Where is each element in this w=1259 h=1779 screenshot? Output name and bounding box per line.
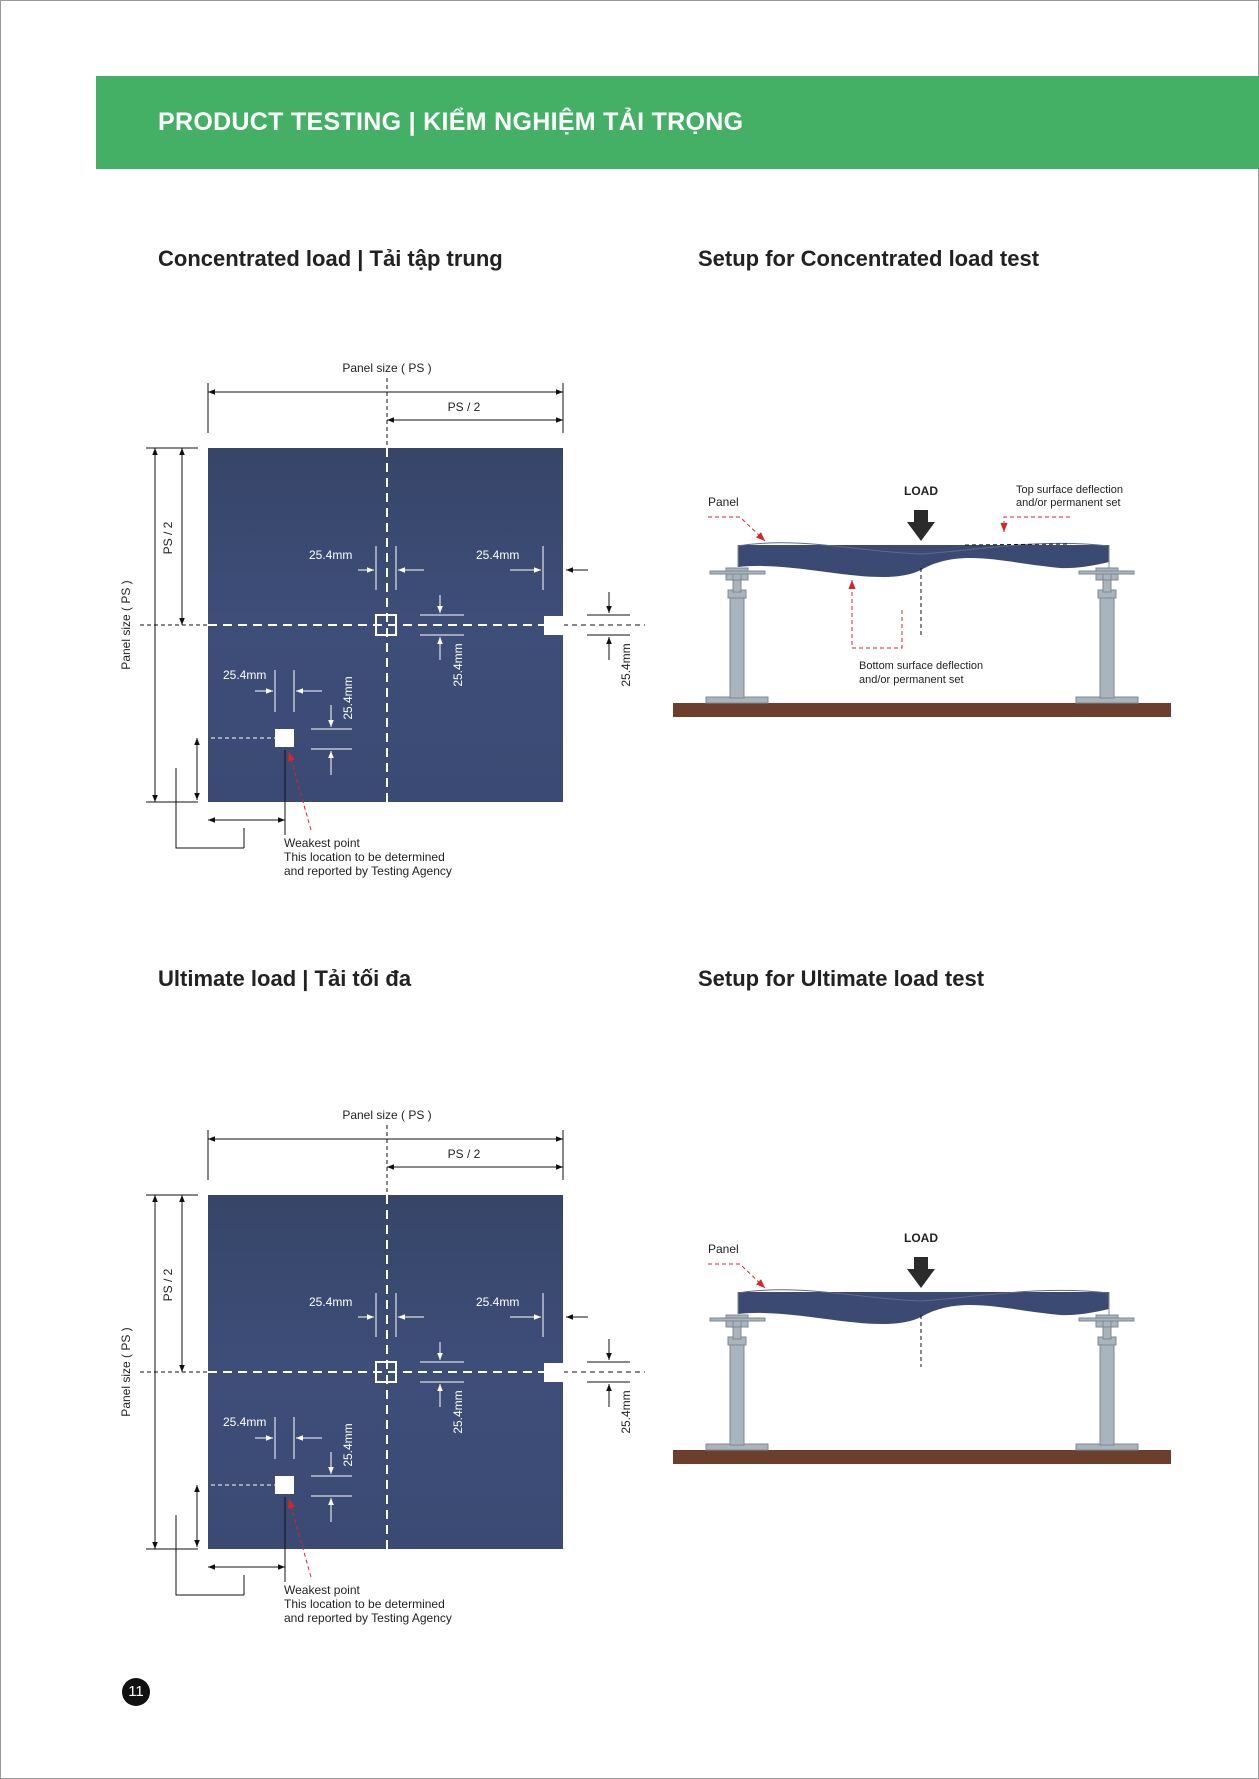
bottom-deflection-label-1: Bottom surface deflection xyxy=(859,660,984,672)
panel-size-vertical-label: Panel size ( PS ) xyxy=(119,580,133,670)
panel-diagram-ultimate xyxy=(100,1097,660,1667)
setup-diagram-concentrated xyxy=(668,470,1178,720)
floor-slab xyxy=(673,1450,1171,1464)
dim-label-edge-vertical: 25.4mm xyxy=(619,643,633,687)
setup-heading-concentrated: Setup for Concentrated load test xyxy=(698,246,1040,271)
dim-label-center: 25.4mm xyxy=(309,548,353,562)
weakest-point-note-1: This location to be determined xyxy=(284,850,445,864)
panel-size-label: Panel size ( PS ) xyxy=(342,361,432,375)
load-arrow-icon xyxy=(907,510,935,541)
header-banner xyxy=(96,76,1259,169)
floor-slab xyxy=(673,703,1171,717)
half-size-label: PS / 2 xyxy=(447,1147,481,1161)
top-deflection-label-2: and/or permanent set xyxy=(1016,497,1121,509)
dim-label-edge-vertical: 25.4mm xyxy=(619,1390,633,1434)
weakest-point-title: Weakest point xyxy=(284,1583,360,1597)
weakest-point-title: Weakest point xyxy=(284,836,360,850)
page-number: 11 xyxy=(122,1678,150,1706)
half-size-vertical-label: PS / 2 xyxy=(161,1268,175,1302)
setup-diagram-ultimate xyxy=(668,1217,1178,1467)
bottom-deflection-label-2: and/or permanent set xyxy=(859,674,964,686)
deflected-panel xyxy=(738,1292,1109,1324)
page-title: PRODUCT TESTING | KIỂM NGHIỆM TẢI TRỌNG xyxy=(158,108,744,136)
panel-size-label: Panel size ( PS ) xyxy=(342,1108,432,1122)
weakest-point-note-2: and reported by Testing Agency xyxy=(284,864,452,878)
panel-diagram-concentrated xyxy=(100,350,660,920)
dim-label-center-vertical: 25.4mm xyxy=(451,1390,465,1434)
section-heading-ultimate: Ultimate load | Tải tối đa xyxy=(158,966,412,991)
load-label: LOAD xyxy=(904,484,938,498)
deflected-panel xyxy=(738,545,1109,577)
dim-label-corner-vertical: 25.4mm xyxy=(341,676,355,720)
dim-label-center-vertical: 25.4mm xyxy=(451,643,465,687)
dim-label-edge: 25.4mm xyxy=(476,548,520,562)
dim-label-corner: 25.4mm xyxy=(223,668,267,682)
load-arrow-icon xyxy=(907,1257,935,1288)
weakest-point-note-1: This location to be determined xyxy=(284,1597,445,1611)
half-size-label: PS / 2 xyxy=(447,400,481,414)
top-deflection-label-1: Top surface deflection xyxy=(1016,484,1124,496)
load-label: LOAD xyxy=(904,1231,938,1245)
setup-heading-ultimate: Setup for Ultimate load test xyxy=(698,966,985,991)
weakest-point-note-2: and reported by Testing Agency xyxy=(284,1611,452,1625)
half-size-vertical-label: PS / 2 xyxy=(161,521,175,555)
dim-label-center: 25.4mm xyxy=(309,1295,353,1309)
panel-size-vertical-label: Panel size ( PS ) xyxy=(119,1327,133,1417)
section-heading-concentrated: Concentrated load | Tải tập trung xyxy=(158,246,503,271)
dim-label-corner-vertical: 25.4mm xyxy=(341,1423,355,1467)
dim-label-corner: 25.4mm xyxy=(223,1415,267,1429)
dim-label-edge: 25.4mm xyxy=(476,1295,520,1309)
panel-label: Panel xyxy=(708,495,739,509)
panel-label: Panel xyxy=(708,1242,739,1256)
